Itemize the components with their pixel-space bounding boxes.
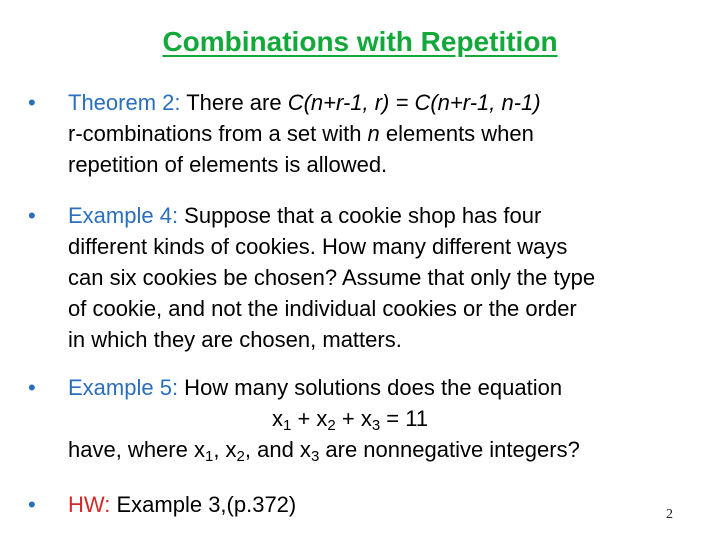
example4-line-3: can six cookies be chosen? Assume that only the type <box>68 265 596 290</box>
line3-sub-1: 1 <box>204 448 214 465</box>
bullet-item-theorem <box>28 87 708 180</box>
bullet-item-example-5 <box>28 372 708 465</box>
example4-line-4: of cookie, and not the individual cookies or the order <box>68 296 577 321</box>
bullet-icon: • <box>28 375 36 400</box>
bullet-item-hw <box>28 489 708 520</box>
formula-equals: = <box>389 90 415 115</box>
eq-plus-1: + <box>291 406 317 431</box>
slide-title: Combinations with Repetition <box>162 26 558 57</box>
eq-sub-2: 2 <box>327 417 336 434</box>
theorem-line-3: repetition of elements is allowed. <box>68 152 388 177</box>
example5-label: Example 5: <box>68 375 179 400</box>
example5-line-3-d: are nonnegative integers? <box>319 437 580 462</box>
eq-plus-2: + <box>335 406 361 431</box>
example5-line-3-c: , and x <box>244 437 311 462</box>
eq-rhs: = 11 <box>380 406 429 431</box>
example4-line-1 <box>68 200 708 231</box>
theorem-label: Theorem 2: <box>68 90 181 115</box>
line3-sub-3: 3 <box>310 448 320 465</box>
theorem-line-1 <box>68 87 708 118</box>
theorem-line-2-a: r-combinations from a set with <box>68 121 368 146</box>
example5-line-1 <box>68 372 708 403</box>
formula-1: C(n+r-1, r) <box>287 90 390 115</box>
formula-2: C(n+r-1, n-1) <box>414 90 541 115</box>
theorem-line-2-b: elements when <box>379 121 534 146</box>
example5-line-1-text: How many solutions does the equation <box>178 375 563 400</box>
equation <box>28 403 708 434</box>
example4-line-5: in which they are chosen, matters. <box>68 327 402 352</box>
eq-x3: x <box>360 406 372 431</box>
theorem-text: There are <box>180 90 288 115</box>
bullet-icon: • <box>28 203 36 228</box>
hw-label: HW: <box>68 492 111 517</box>
example4-line-1-text: Suppose that a cookie shop has four <box>178 203 542 228</box>
example4-label: Example 4: <box>68 203 179 228</box>
line3-sub-2: 2 <box>236 448 245 465</box>
bullet-item-example-4 <box>28 200 708 355</box>
bullet-icon: • <box>28 492 36 517</box>
theorem-line-2 <box>68 118 708 149</box>
eq-sub-3: 3 <box>371 417 381 434</box>
example5-line-3 <box>68 434 708 465</box>
eq-x2: x <box>316 406 328 431</box>
example5-line-3-b: , x <box>213 437 237 462</box>
eq-x1: x <box>272 406 283 431</box>
bullet-icon: • <box>28 90 36 115</box>
hw-line <box>68 489 708 520</box>
example4-line-2: different kinds of cookies. How many different ways <box>68 234 568 259</box>
theorem-var-n: n <box>367 121 380 146</box>
eq-sub-1: 1 <box>283 417 292 434</box>
example5-line-3-a: have, where x <box>68 437 205 462</box>
hw-text: Example 3,(p.372) <box>110 492 297 517</box>
page-number: 2 <box>666 507 673 522</box>
